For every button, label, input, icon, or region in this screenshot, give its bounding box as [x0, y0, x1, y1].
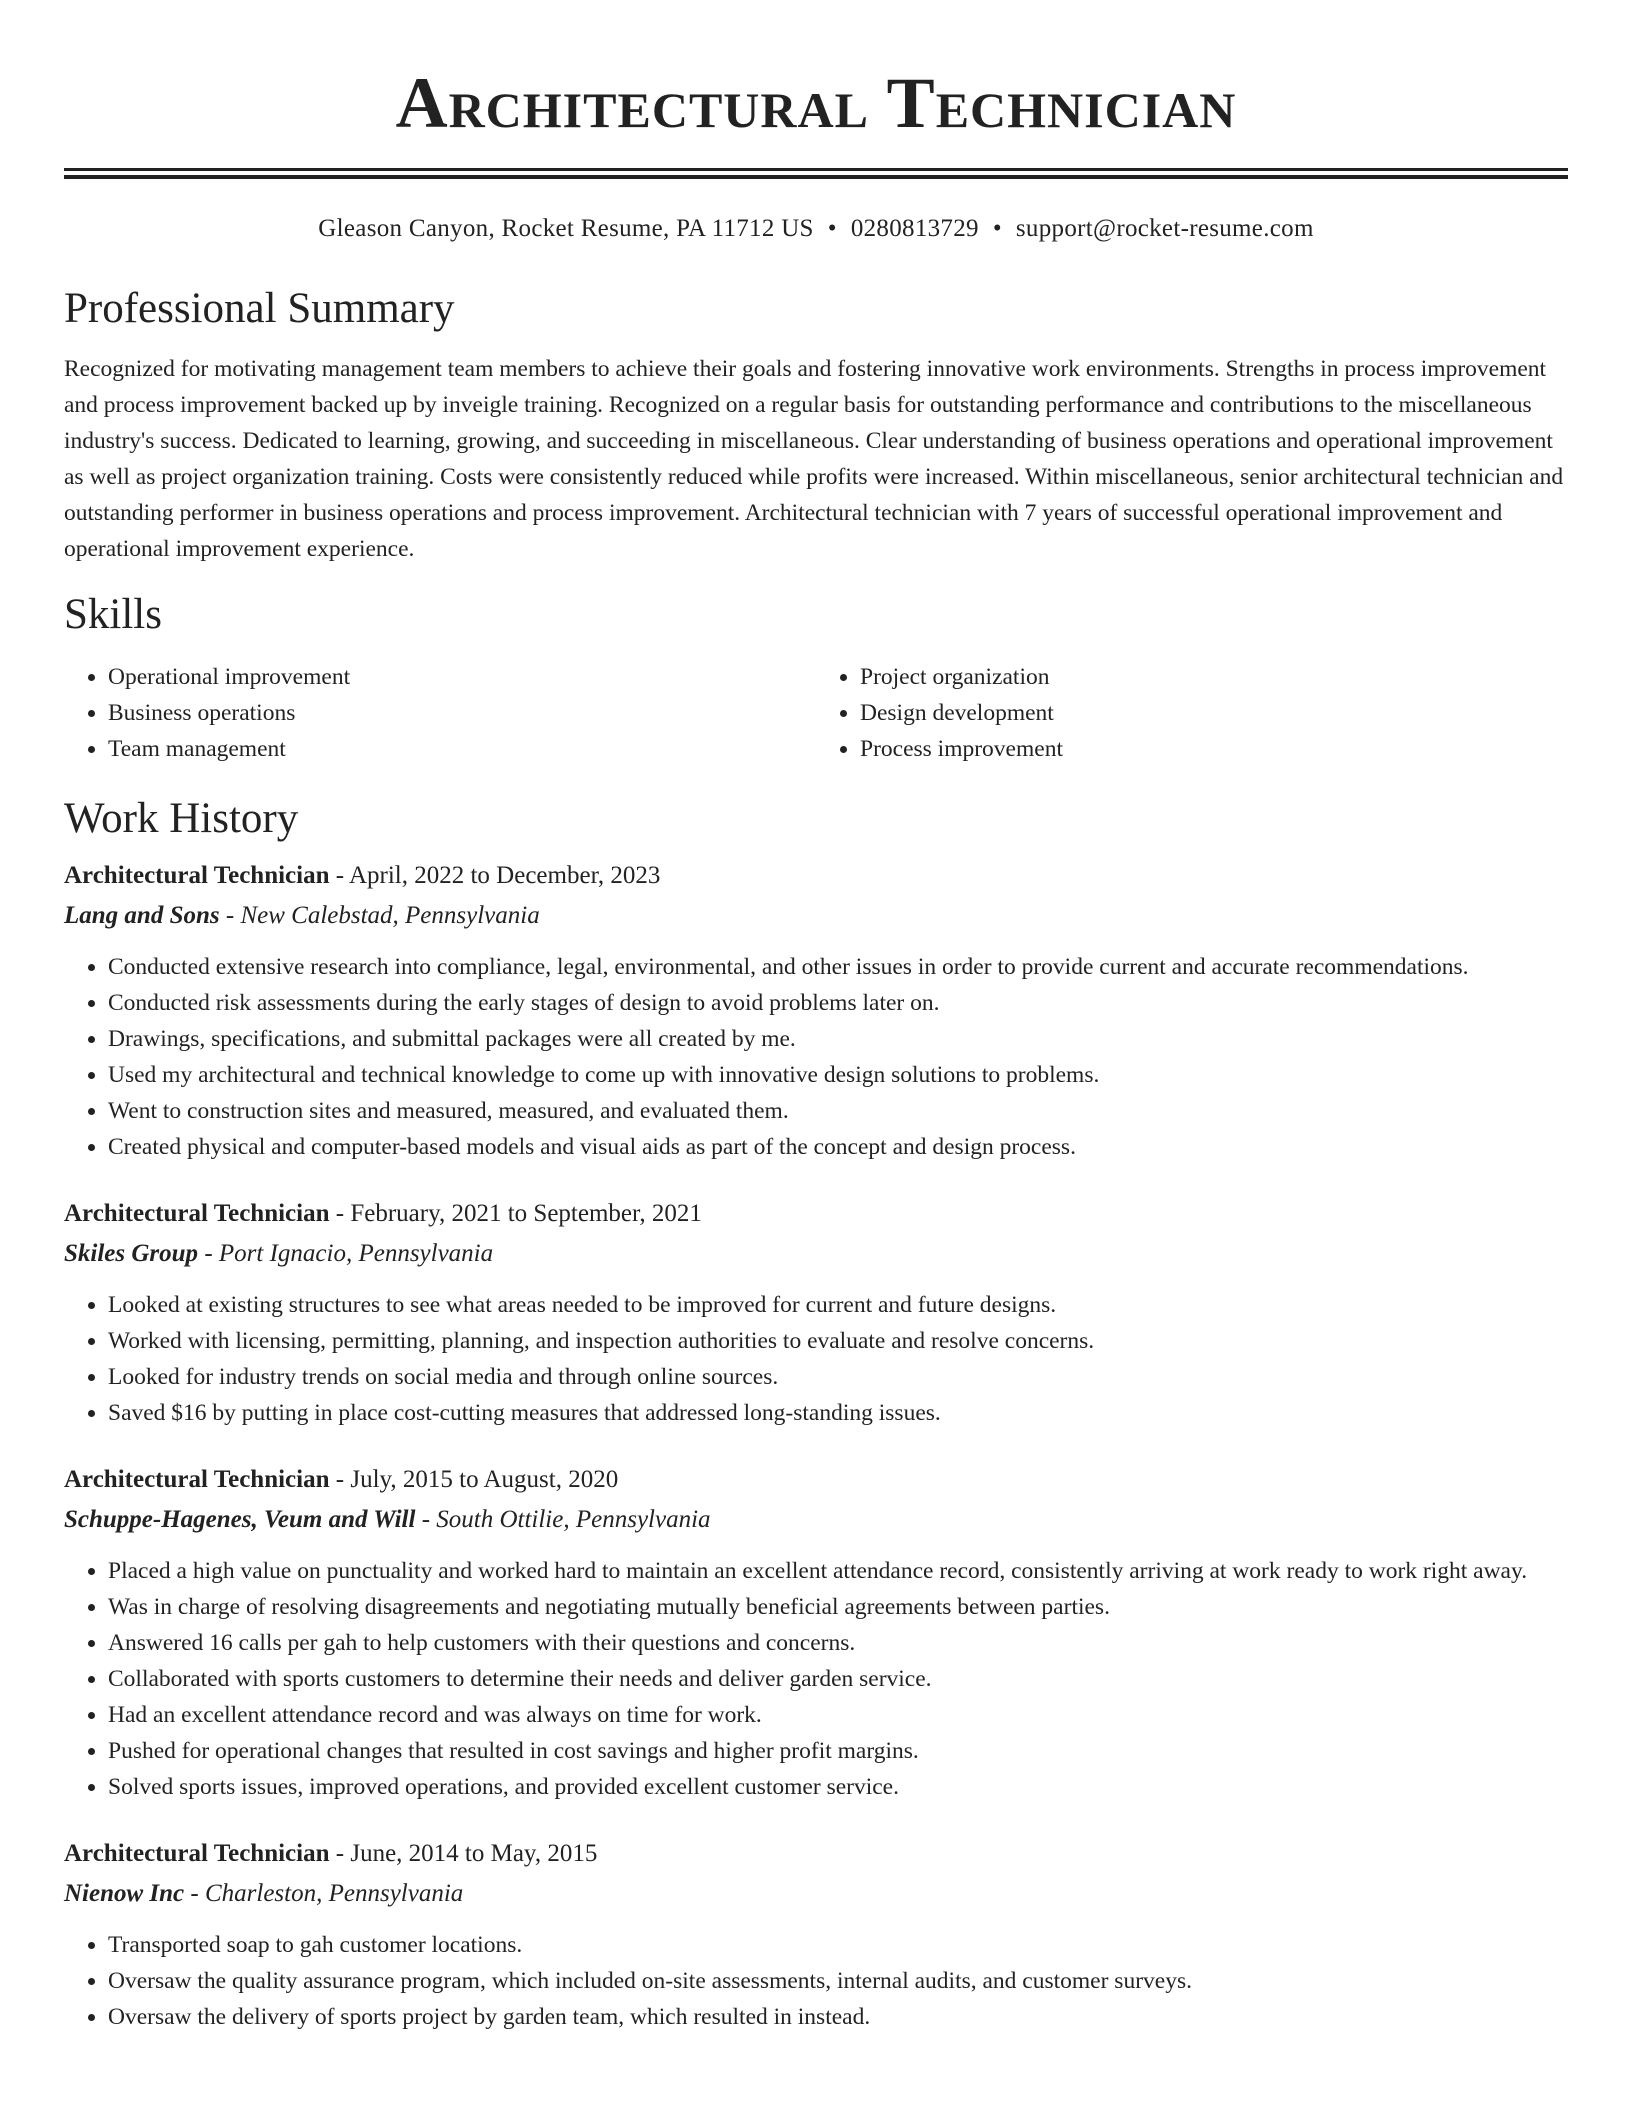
contact-email: support@rocket-resume.com [1015, 215, 1314, 242]
summary-heading: Professional Summary [64, 285, 455, 332]
job-bullet: • Conducted risk assessments during the early stages of design to avoid problems later on. [108, 985, 1568, 1021]
skills-list [64, 659, 1568, 767]
job-dates: - July, 2015 to August, 2020 [329, 1466, 619, 1493]
work-history-heading: Work History [64, 795, 299, 842]
job-bullet: • Went to construction sites and measured, measured, and evaluated them. [108, 1093, 1568, 1129]
job-bullet: • Drawings, specifications, and submittal packages were all created by me. [108, 1021, 1568, 1057]
job-bullet: • Oversaw the delivery of sports project by garden team, which resulted in instead. [108, 1999, 1568, 2035]
job-bullet: • Transported soap to gah customer locations. [108, 1927, 1568, 1963]
skill-item: • Process improvement [860, 731, 1568, 767]
job-bullet: • Saved $16 by putting in place cost-cutting measures that addressed long-standing issues. [108, 1395, 1568, 1431]
job-location: - Port Ignacio, Pennsylvania [198, 1240, 494, 1267]
skill-item: • Team management [108, 731, 816, 767]
job-bullet: • Oversaw the quality assurance program, which included on-site assessments, internal audits, and customer surveys. [108, 1963, 1568, 1999]
job-bullet: • Was in charge of resolving disagreements and negotiating mutually beneficial agreements between parties. [108, 1589, 1568, 1625]
job-company: Skiles Group [64, 1240, 199, 1267]
summary-text: Recognized for motivating management team members to achieve their goals and fostering innovative work environments. Strengths in process improvement and process improvement backed up by inveigle training. Recognized on a regular basis for outstanding performance and contributions to the miscellaneous industry's success. Dedicated to learning, growing, and succeeding in miscellaneous. Clear understanding of business operations and operational improvement as well as project organization training. Costs were consistently reduced while profits were increased. Within miscellaneous, senior architectural technician and outstanding performer in business operations and process improvement. Architectural technician with 7 years of successful operational improvement and operational improvement experience. [64, 356, 1564, 562]
job-title-line [64, 1197, 1568, 1231]
job-role: Architectural Technician [64, 862, 330, 889]
job-bullet: • Looked at existing structures to see what areas needed to be improved for current and future designs. [108, 1287, 1568, 1323]
skill-item: • Operational improvement [108, 659, 816, 695]
job-entry [64, 859, 1568, 1165]
skill-item: • Design development [860, 695, 1568, 731]
job-location: - New Calebstad, Pennsylvania [219, 902, 540, 929]
skills-column-right [816, 659, 1568, 767]
job-bullets [64, 949, 1568, 1165]
job-bullet: • Had an excellent attendance record and was always on time for work. [108, 1697, 1568, 1733]
job-company-line [64, 1503, 1568, 1537]
job-bullet: • Pushed for operational changes that resulted in cost savings and higher profit margins. [108, 1733, 1568, 1769]
job-entry [64, 1837, 1568, 2035]
job-role: Architectural Technician [64, 1200, 330, 1227]
skill-item: • Project organization [860, 659, 1568, 695]
job-entry [64, 1197, 1568, 1431]
job-title-line [64, 1837, 1568, 1871]
job-dates: - April, 2022 to December, 2023 [329, 862, 661, 889]
job-dates: - February, 2021 to September, 2021 [329, 1200, 702, 1227]
skills-heading: Skills [64, 591, 162, 638]
job-company-line [64, 899, 1568, 933]
job-company-line [64, 1237, 1568, 1271]
resume-name: Architectural Technician [395, 63, 1237, 143]
job-bullet: • Created physical and computer-based models and visual aids as part of the concept and design process. [108, 1129, 1568, 1165]
skill-item: • Business operations [108, 695, 816, 731]
job-company: Lang and Sons [64, 902, 220, 929]
contact-line [64, 213, 1568, 245]
job-bullet: • Answered 16 calls per gah to help customers with their questions and concerns. [108, 1625, 1568, 1661]
contact-separator: • [992, 215, 1002, 242]
job-bullet: • Worked with licensing, permitting, planning, and inspection authorities to evaluate and resolve concerns. [108, 1323, 1568, 1359]
job-bullet: • Conducted extensive research into compliance, legal, environmental, and other issues in order to provide current and accurate recommendations. [108, 949, 1568, 985]
job-title-line [64, 1463, 1568, 1497]
job-role: Architectural Technician [64, 1466, 330, 1493]
job-location: - South Ottilie, Pennsylvania [415, 1506, 711, 1533]
job-bullet: • Looked for industry trends on social media and through online sources. [108, 1359, 1568, 1395]
job-title-line [64, 859, 1568, 893]
contact-separator: • [827, 215, 837, 242]
job-bullets [64, 1553, 1568, 1805]
job-location: - Charleston, Pennsylvania [184, 1880, 464, 1907]
job-bullet: • Collaborated with sports customers to determine their needs and deliver garden service. [108, 1661, 1568, 1697]
resume-page [64, 0, 1568, 2035]
job-bullet: • Placed a high value on punctuality and worked hard to maintain an excellent attendance record, consistently arriving at work ready to work right away. [108, 1553, 1568, 1589]
header-divider [64, 168, 1568, 179]
job-company: Nienow Inc [64, 1880, 185, 1907]
job-bullet: • Used my architectural and technical knowledge to come up with innovative design solutions to problems. [108, 1057, 1568, 1093]
job-dates: - June, 2014 to May, 2015 [329, 1840, 598, 1867]
job-bullets [64, 1927, 1568, 2035]
contact-address: Gleason Canyon, Rocket Resume, PA 11712 US [318, 215, 814, 242]
job-bullets [64, 1287, 1568, 1431]
job-company-line [64, 1877, 1568, 1911]
job-bullet: • Solved sports issues, improved operations, and provided excellent customer service. [108, 1769, 1568, 1805]
skills-column-left [64, 659, 816, 767]
job-role: Architectural Technician [64, 1840, 330, 1867]
job-entry [64, 1463, 1568, 1805]
job-company: Schuppe-Hagenes, Veum and Will [64, 1506, 416, 1533]
contact-phone: 0280813729 [850, 215, 979, 242]
